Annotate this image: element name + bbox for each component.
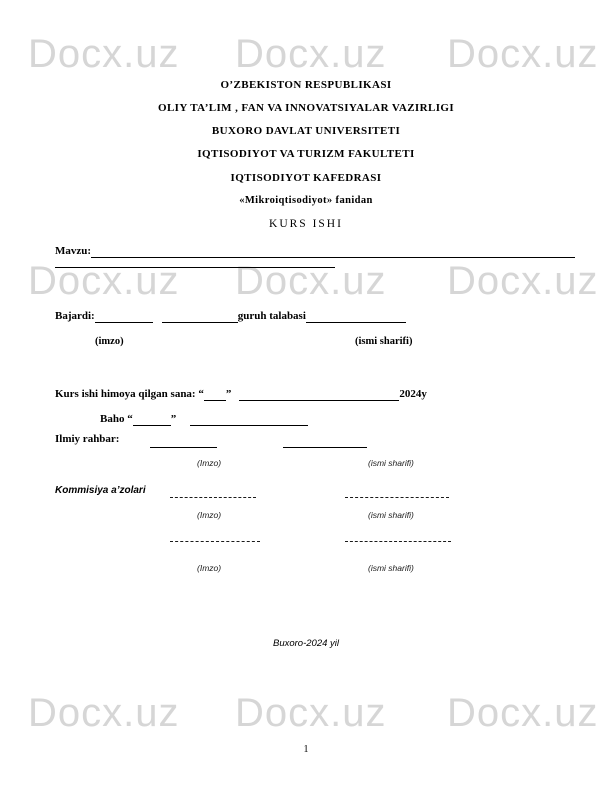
docx-watermark: Docx.uz bbox=[447, 32, 599, 76]
header-line-university: BUXORO DAVLAT UNIVERSITETI bbox=[211, 125, 401, 137]
grade-row bbox=[100, 413, 308, 426]
topic-label: Mavzu: bbox=[55, 245, 92, 257]
student-group-blank bbox=[162, 310, 238, 323]
page-number: 1 bbox=[303, 744, 309, 755]
docx-watermark: Docx.uz bbox=[235, 691, 387, 735]
grade-blank bbox=[133, 413, 171, 426]
topic-blank-line-2 bbox=[55, 267, 335, 268]
defense-date-label: Kurs ishi himoya qilgan sana: “ bbox=[55, 388, 204, 400]
topic-row bbox=[55, 245, 575, 258]
commission-name-dash-line bbox=[345, 541, 451, 542]
student-signature-blank bbox=[95, 310, 153, 323]
defense-day-blank bbox=[204, 388, 226, 401]
imzo-caption: (imzo) bbox=[95, 336, 124, 347]
supervisor-signature-blank bbox=[150, 447, 217, 448]
docx-watermark: Docx.uz bbox=[235, 259, 387, 303]
imzo-caption: (Imzo) bbox=[197, 510, 222, 520]
docx-watermark: Docx.uz bbox=[447, 691, 599, 735]
header-line-department: IQTISODIYOT KAFEDRASI bbox=[230, 172, 382, 184]
defense-date-close-quote: ” bbox=[225, 388, 232, 400]
topic-blank-line bbox=[91, 245, 575, 258]
group-label: guruh talabasi bbox=[237, 310, 306, 322]
supervisor-name-blank bbox=[283, 447, 367, 448]
commission-signature-dash-line bbox=[170, 541, 260, 542]
ismi-sharifi-caption: (ismi sharifi) bbox=[368, 563, 414, 573]
grade-close-quote: ” bbox=[170, 413, 177, 425]
header-line-republic: O’ZBEKISTON RESPUBLIKASI bbox=[220, 79, 392, 91]
ismi-sharifi-caption: (ismi sharifi) bbox=[368, 510, 414, 520]
subject-line: «Mikroiqtisodiyot» fanidan bbox=[239, 195, 373, 206]
work-type-title: KURS ISHI bbox=[269, 218, 343, 230]
grade-word-blank bbox=[190, 413, 308, 426]
student-label: Bajardi: bbox=[55, 310, 95, 322]
docx-watermark: Docx.uz bbox=[235, 32, 387, 76]
header-line-ministry: OLIY TA’LIM , FAN VA INNOVATSIYALAR VAZIRLIGI bbox=[157, 102, 455, 114]
docx-watermark: Docx.uz bbox=[28, 259, 180, 303]
docx-watermark: Docx.uz bbox=[28, 32, 180, 76]
ismi-sharifi-caption: (ismi sharifi) bbox=[355, 336, 413, 347]
imzo-caption: (Imzo) bbox=[197, 563, 222, 573]
header-line-faculty: IQTISODIYOT VA TURIZM FAKULTETI bbox=[197, 148, 415, 160]
ismi-sharifi-caption: (ismi sharifi) bbox=[368, 458, 414, 468]
docx-watermark: Docx.uz bbox=[447, 259, 599, 303]
defense-year: 2024y bbox=[399, 388, 427, 400]
defense-month-blank bbox=[239, 388, 399, 401]
commission-signature-dash-line bbox=[170, 497, 256, 498]
supervisor-label: Ilmiy rahbar: bbox=[55, 433, 120, 445]
imzo-caption: (Imzo) bbox=[197, 458, 222, 468]
city-year-line: Buxoro-2024 yil bbox=[272, 638, 339, 649]
student-row bbox=[55, 310, 406, 323]
grade-label: Baho “ bbox=[100, 413, 133, 425]
student-name-blank bbox=[306, 310, 406, 323]
commission-name-dash-line bbox=[345, 497, 449, 498]
docx-watermark: Docx.uz bbox=[28, 691, 180, 735]
defense-date-row bbox=[55, 388, 427, 401]
commission-label: Kommisiya a’zolari bbox=[55, 485, 146, 496]
